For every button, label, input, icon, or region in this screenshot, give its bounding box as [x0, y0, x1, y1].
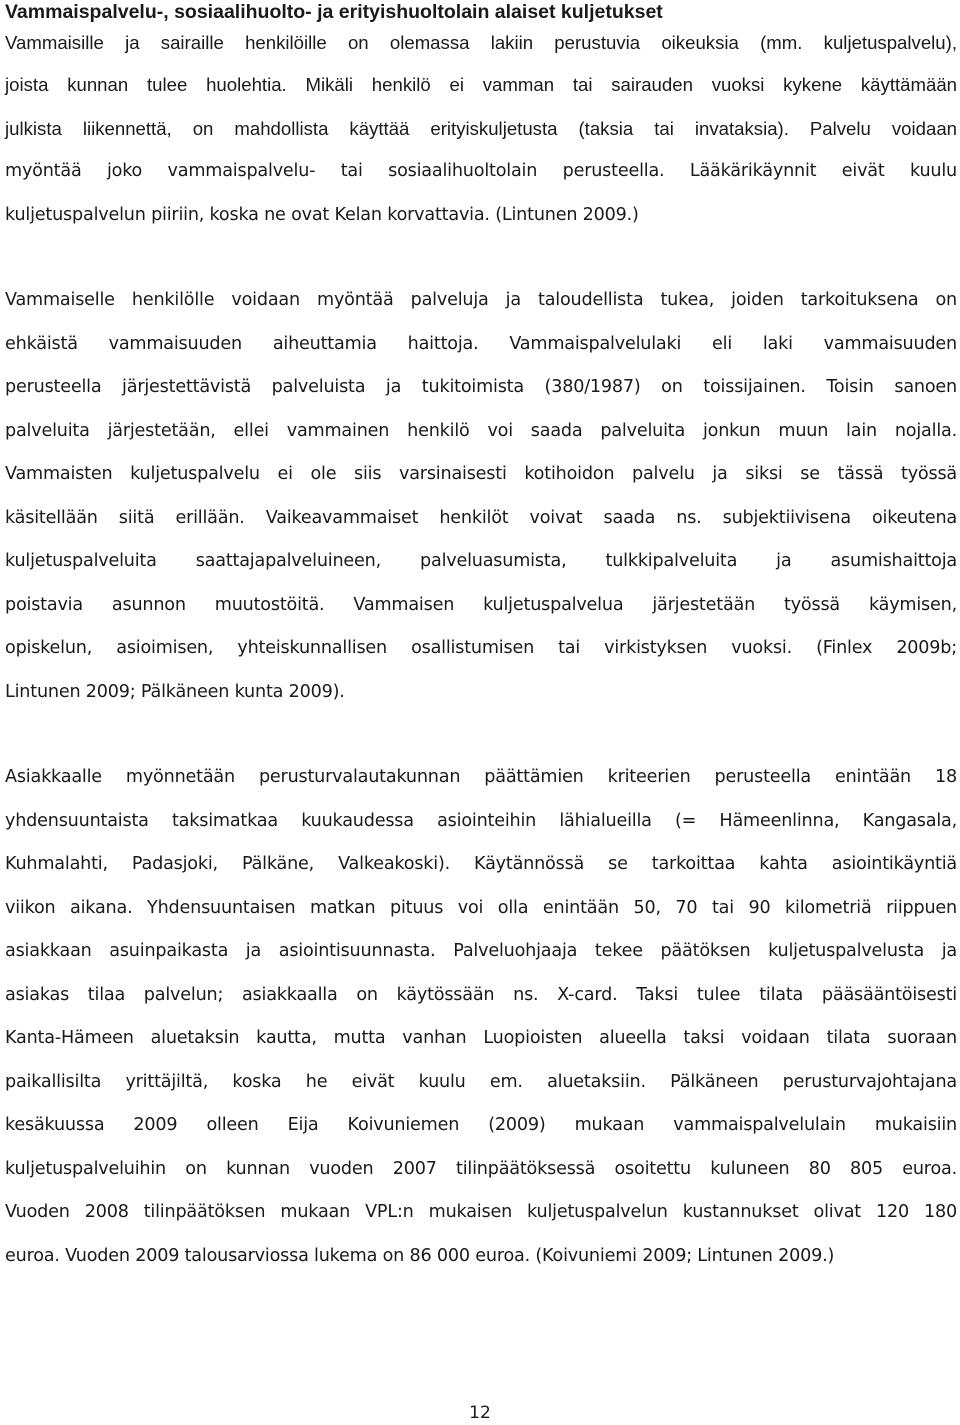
paragraph-disability-services: [5, 279, 957, 714]
text-line: asiakkaan asuinpaikasta ja asiointisuunnasta. Palveluohjaaja tekee päätöksen kuljetuspalvelusta ja: [5, 941, 957, 961]
paragraph-transport-rights: [5, 23, 957, 237]
text-line: yhdensuuntaista taksimatkaa kuukaudessa asiointeihin lähialueilla (= Hämeenlinna, Kangasala,: [5, 810, 957, 831]
text-line: Vammaiselle henkilölle voidaan myöntää palveluja ja taloudellista tukea, joiden tarkoituksena on: [5, 290, 957, 310]
text-line: julkista liikennettä, on mahdollista käyttää erityiskuljetusta (taksia tai invataksia). Palvelu voidaan: [5, 117, 957, 139]
text-line: opiskelun, asioimisen, yhteiskunnallisen osallistumisen tai virkistyksen vuoksi. (Finlex 2009b;: [5, 638, 957, 658]
page-number: 12: [469, 1403, 491, 1423]
document-page: [5, 0, 957, 1278]
text-line: kuljetuspalvelun piiriin, koska ne ovat Kelan korvattavia. (Lintunen 2009.): [5, 204, 639, 225]
text-line: ehkäistä vammaisuuden aiheuttamia haittoja. Vammaispalvelulaki eli laki vammaisuuden: [5, 333, 957, 354]
text-line: käsitellään siitä erillään. Vaikeavammaiset henkilöt voivat saada ns. subjektiivisena oikeutena: [5, 507, 957, 528]
text-line: Kuhmalahti, Padasjoki, Pälkäne, Valkeakoski). Käytännössä se tarkoittaa kahta asiointikäyntiä: [5, 854, 957, 874]
text-line: asiakas tilaa palvelun; asiakkaalla on käytössään ns. X-card. Taksi tulee tilata pääsääntöisesti: [5, 984, 957, 1005]
text-line: palveluita järjestetään, ellei vammainen henkilö voi saada palveluita jonkun muun lain nojalla.: [5, 420, 957, 441]
text-line: Asiakkaalle myönnetään perusturvalautakunnan päättämien kriteerien perusteella enintään 18: [5, 767, 957, 787]
text-line: euroa. Vuoden 2009 talousarviossa lukema on 86 000 euroa. (Koivuniemi 2009; Lintunen 2009.): [5, 1245, 835, 1266]
text-line: joista kunnan tulee huolehtia. Mikäli henkilö ei vamman tai sairauden vuoksi kykene käyttämään: [5, 74, 957, 95]
text-line: Kanta-Hämeen aluetaksin kautta, mutta vanhan Luopioisten alueella taksi voidaan tilata suoraan: [5, 1028, 957, 1048]
text-line: myöntää joko vammaispalvelu- tai sosiaalihuoltolain perusteella. Lääkärikäynnit eivät kuulu: [5, 161, 957, 181]
section-heading: Vammaispalvelu-, sosiaalihuolto- ja erityishuoltolain alaiset kuljetukset: [5, 1, 663, 23]
text-line: Vammaisille ja sairaille henkilöille on olemassa lakiin perustuvia oikeuksia (mm. kuljetuspalvelu),: [5, 32, 957, 53]
text-line: Vuoden 2008 tilinpäätöksen mukaan VPL:n mukaisen kuljetuspalvelun kustannukset olivat 120 180: [5, 1202, 957, 1222]
text-line: kesäkuussa 2009 olleen Eija Koivuniemen (2009) mukaan vammaispalvelulain mukaisiin: [5, 1115, 957, 1135]
text-line: Vammaisten kuljetuspalvelu ei ole siis varsinaisesti kotihoidon palvelu ja siksi se tässä työssä: [5, 464, 957, 484]
text-line: Lintunen 2009; Pälkäneen kunta 2009).: [5, 681, 345, 702]
text-line: poistavia asunnon muutostöitä. Vammaisen kuljetuspalvelua järjestetään työssä käymisen,: [5, 594, 957, 615]
text-line: kuljetuspalveluihin on kunnan vuoden 2007 tilinpäätöksessä osoitettu kuluneen 80 805 euroa.: [5, 1158, 957, 1179]
text-line: kuljetuspalveluita saattajapalveluineen, palveluasumista, tulkkipalveluita ja asumishaittoja: [5, 551, 957, 571]
text-line: perusteella järjestettävistä palveluista ja tukitoimista (380/1987) on toissijainen. Toisin sanoen: [5, 377, 957, 397]
paragraph-taxi-trips: [5, 756, 957, 1278]
text-line: paikallisilta yrittäjiltä, koska he eivät kuulu em. aluetaksiin. Pälkäneen perusturvajohtajana: [5, 1071, 957, 1092]
text-line: viikon aikana. Yhdensuuntaisen matkan pituus voi olla enintään 50, 70 tai 90 kilometriä riippuen: [5, 897, 957, 918]
